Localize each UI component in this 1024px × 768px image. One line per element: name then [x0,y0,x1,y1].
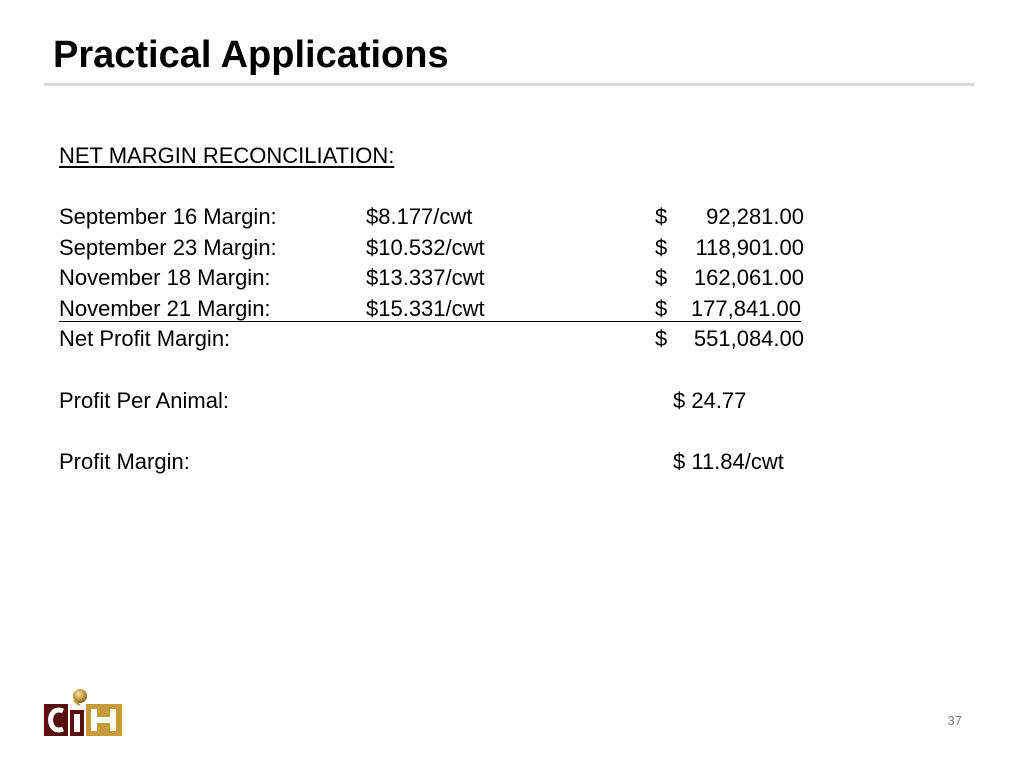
margin-row [59,262,804,294]
row-dollar-sign: $ [655,235,668,260]
total-dollar-sign: $ [655,326,668,351]
row-label: November 18 Margin: [59,265,271,290]
total-label: Net Profit Margin: [59,326,231,351]
margin-row [59,293,801,322]
row-label: September 23 Margin: [59,235,277,260]
row-amount: 177,841.00 [690,296,801,321]
row-amount: 118,901.00 [695,235,804,260]
row-rate: $10.532/cwt [366,235,485,260]
row-rate: $15.331/cwt [366,296,485,321]
row-dollar-sign: $ [655,204,668,229]
total-row [59,323,804,355]
profit-margin-label: Profit Margin: [59,449,190,474]
row-label: November 21 Margin: [59,296,271,321]
page-number: 37 [947,713,962,728]
margin-row [59,201,804,233]
margin-row [59,232,804,264]
row-dollar-sign: $ [655,265,668,290]
row-dollar-sign: $ [655,296,668,321]
profit-margin-row [59,446,804,478]
section-heading: NET MARGIN RECONCILIATION: [59,143,395,168]
cih-logo [44,686,122,738]
row-rate: $8.177/cwt [366,204,473,229]
row-amount: 162,061.00 [693,265,804,290]
profit-per-animal-label: Profit Per Animal: [59,388,229,413]
profit-per-animal-row [59,385,804,417]
slide-title: Practical Applications [53,34,449,76]
row-amount: 92,281.00 [706,204,804,229]
row-rate: $13.337/cwt [366,265,485,290]
row-label: September 16 Margin: [59,204,277,229]
profit-margin-value: $ 11.84/cwt [673,449,784,474]
profit-per-animal-value: $ 24.77 [673,388,747,413]
total-amount: 551,084.00 [693,326,804,351]
